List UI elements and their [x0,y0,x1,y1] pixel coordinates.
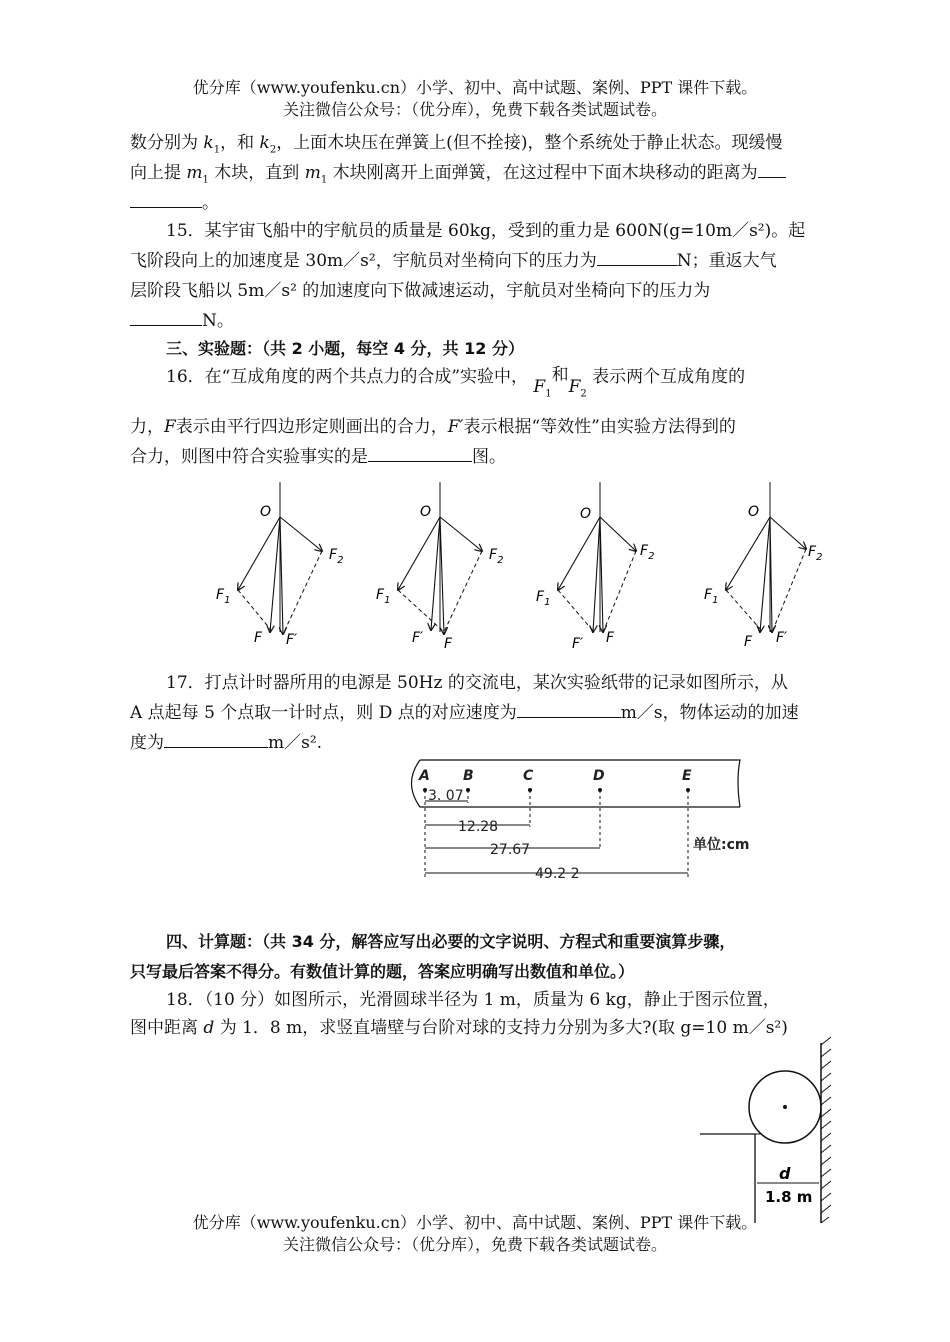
q16-line2: 力，F表示由平行四边形定则画出的合力，F′表示根据“等效性”由实验方法得到的 [130,417,736,437]
svg-text:F′: F′ [412,630,424,646]
svg-text:B: B [463,768,474,784]
footer [0,1212,950,1256]
svg-text:F1: $F_1$ [216,587,231,606]
footer-line1: 优分库（www.youfenku.cn）小学、初中、高中试题、案例、PPT 课件下载。 [192,1213,758,1232]
svg-text:A: A [419,768,430,784]
q15-line3: 层阶段飞船以 5m／s² 的加速度向下做减速运动，宇航员对坐椅向下的压力为 [130,281,711,301]
svg-text:F: F [444,636,453,652]
q17-line3: 度为 m／s². [130,728,850,758]
svg-text:O: O [580,506,592,522]
svg-text:F2: $F_2$ [489,547,504,566]
force-diagram-1 [216,482,343,648]
paper-tape-figure [400,755,760,885]
section4-line2: 只写最后答案不得分。有数值计算的题，答案应明确写出数值和单位。） [130,962,635,981]
q17-line2: A 点起每 5 个点取一计时点，则 D 点的对应速度为 m／s，物体运动的加速 [130,698,850,728]
svg-text:F′: F′ [776,630,788,646]
svg-text:27.67: 27.67 [490,842,531,858]
svg-text:D: D [593,768,605,784]
q14-line2: 向上提 $m_1$ 木块，直到 $m_1$ 木块刚离开上面弹簧，在这过程中下面木块移动的距离为 [130,158,850,195]
svg-text:O: O [260,504,272,520]
svg-text:F: F [744,634,753,650]
header [0,77,950,121]
q18-line1: 18．（10 分）如图所示，光滑圆球半径为 1 m，质量为 6 kg，静止于图示位置， [166,990,780,1010]
answer-blank [758,159,786,178]
ball-step-figure [695,1035,855,1225]
svg-text:F′: F′ [286,632,298,648]
footer-line2: 关注微信公众号：（优分库），免费下载各类试题试卷。 [282,1235,667,1254]
q15-line1: 15．某宇宙飞船中的宇航员的质量是 60kg，受到的重力是 600N(g=10m／s²)。起 [166,221,806,241]
answer-blank [597,247,677,266]
section3-title: 三、实验题：（共 2 小题，每空 4 分，共 12 分） [166,339,524,358]
svg-text:F2: $F_2$ [329,547,344,566]
force-diagram-4 [704,482,822,650]
svg-text:O: O [420,504,432,520]
q17-line1: 17．打点计时器所用的电源是 50Hz 的交流电，某次实验纸带的记录如图所示，从 [166,673,788,693]
svg-text:F1: $F_1$ [536,589,551,608]
svg-text:C: C [523,768,534,784]
svg-text:F: F [606,630,615,646]
svg-text:F: F [254,630,263,646]
svg-text:单位:cm: 单位:cm [693,837,750,853]
q14-line3: 。 [130,188,850,218]
q16-line1: 16．在“互成角度的两个共点力的合成”实验中， $F_1$和$F_2$ 表示两个互成角度的 [166,365,746,400]
answer-blank [130,189,202,208]
svg-text:d: d [779,1164,791,1183]
answer-blank [517,699,621,718]
svg-text:12.28: 12.28 [458,819,499,835]
answer-blank [164,729,268,748]
svg-text:F2: $F_2$ [640,543,655,562]
svg-text:3. 07: 3. 07 [428,788,464,804]
section4-line1: 四、计算题：（共 34 分，解答应写出必要的文字说明、方程式和重要演算步骤， [166,932,736,951]
header-line2: 关注微信公众号：（优分库），免费下载各类试题试卷。 [282,100,667,119]
svg-text:1.8 m: 1.8 m [765,1188,813,1206]
q15-line4: N。 [130,306,850,336]
header-line1: 优分库（www.youfenku.cn）小学、初中、高中试题、案例、PPT 课件下载。 [192,78,758,97]
q15-line2: 飞阶段向上的加速度是 30m／s²，宇航员对坐椅向下的压力为 N；重返大气 [130,246,850,276]
answer-blank [130,307,202,326]
svg-text:F2: $F_2$ [808,544,823,563]
q16-line3: 合力，则图中符合实验事实的是 图。 [130,442,850,472]
svg-text:F1: $F_1$ [376,587,391,606]
force-diagrams [0,472,950,662]
force-diagram-3 [536,482,654,652]
svg-text:E: E [682,768,692,784]
q18-line2: 图中距离 d 为 1．8 m，求竖直墙壁与台阶对球的支持力分别为多大?(取 g=10 m／s²) [130,1018,788,1038]
svg-text:F′: F′ [572,636,584,652]
q14-line1: 数分别为 $k_1$，和 $k_2$，上面木块压在弹簧上(但不拴接)，整个系统处于静止状态。现缓慢 [130,133,783,156]
force-diagram-2 [376,482,503,652]
answer-blank [368,443,472,462]
svg-text:F1: $F_1$ [704,587,719,606]
svg-text:O: O [748,504,760,520]
svg-text:49.2 2: 49.2 2 [535,866,580,882]
